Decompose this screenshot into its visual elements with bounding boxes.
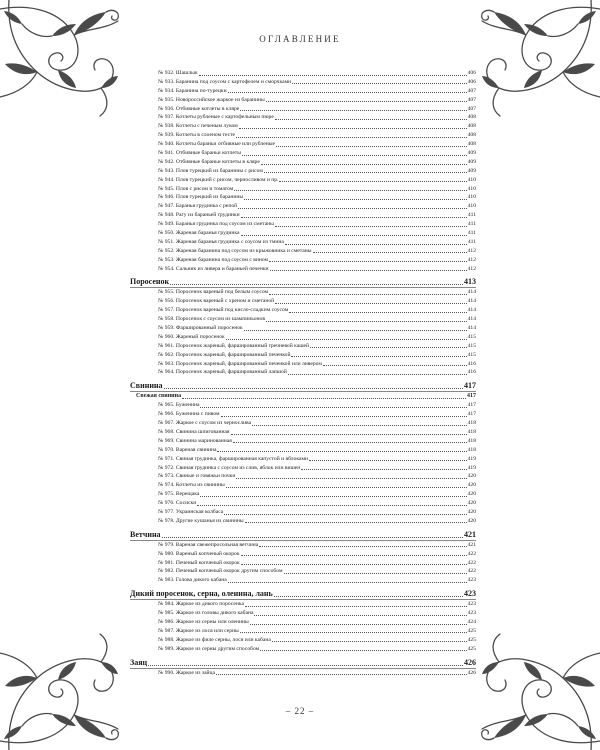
toc-entry-title: № 946. Плов турецкий из баранины (158, 194, 244, 201)
toc-section-heading-page: 423 (464, 590, 476, 599)
toc-entry-page: 422 (467, 550, 476, 557)
toc-entry-title: № 933. Баранина под соусом с картофелем и сморчками (158, 78, 292, 85)
toc-entry (130, 600, 476, 609)
toc-entry-title: № 981. Печеный копченый окорок (158, 559, 240, 566)
toc-entry-title: № 961. Поросенок жареный, фаршированный гречневой кашей (158, 342, 310, 349)
toc-entry-title: № 969. Свинина маринованная (158, 437, 232, 444)
toc-entry (130, 446, 476, 455)
dot-leader (221, 416, 467, 417)
toc-entry-title: № 935. Новороссийское жаркое из баранины (158, 96, 265, 103)
table-of-contents (130, 69, 476, 677)
dot-leader (148, 665, 463, 666)
toc-entry (130, 265, 476, 274)
toc-entry (130, 315, 476, 324)
toc-entry-page: 408 (467, 114, 476, 121)
toc-entry (130, 211, 476, 220)
toc-entry-title: № 987. Жаркое из лося или серны (158, 627, 239, 634)
dot-leader (241, 555, 467, 556)
toc-entry-title: № 957. Поросенок вареный под кисло-сладким соусом (158, 307, 289, 314)
toc-entry-title: № 956. Поросенок вареный с хреном и сметаной (158, 298, 275, 305)
toc-entry (130, 96, 476, 105)
toc-entry (130, 576, 476, 585)
dot-leader (276, 146, 467, 147)
toc-entry-title: № 942. Отбивные бараньи котлеты в кляре (158, 158, 260, 165)
toc-section-heading (130, 382, 476, 392)
toc-section-heading-title: Дикий поросенок, серна, оленина, лань (130, 590, 273, 599)
dot-leader (162, 537, 463, 538)
toc-entry (130, 229, 476, 238)
toc-entry-page: 409 (467, 158, 476, 165)
toc-entry (130, 517, 476, 526)
toc-entry-page: 409 (467, 167, 476, 174)
dot-leader (240, 110, 466, 111)
toc-section-heading (130, 278, 476, 288)
toc-entry-title: № 990. Жаркое из зайца (158, 669, 216, 676)
toc-entry-title: № 965. Буженина (158, 402, 200, 409)
toc-entry-page: 415 (467, 351, 476, 358)
toc-entry-title: № 988. Жаркое из филе серны, лося или кабана (158, 636, 271, 643)
corner-ornament-top-right (482, 0, 600, 116)
toc-entry-page: 416 (467, 369, 476, 376)
toc-entry-title: № 974. Котлеты из свинины (158, 482, 225, 489)
toc-entry-title: № 971. Свиная грудинка, фаршированная капустой и яблоками (158, 455, 309, 462)
toc-entry-title: № 963. Поросенок жареный, фаршированный печенкой или ливером (158, 360, 322, 367)
toc-entry-page: 420 (467, 508, 476, 515)
toc-entry-page: 407 (467, 96, 476, 103)
toc-section-heading (130, 531, 476, 541)
dot-leader (236, 478, 466, 479)
corner-ornament-bottom-right (482, 634, 600, 750)
toc-entry (130, 437, 476, 446)
dot-leader (238, 208, 466, 209)
toc-entry-title: № 972. Свиная грудинка с соусом из слив, яблок или вишен (158, 464, 301, 471)
toc-entry-title: № 966. Буженина с пивом (158, 411, 220, 418)
dot-leader (288, 374, 467, 375)
toc-entry-page: 407 (467, 87, 476, 94)
toc-entry (130, 627, 476, 636)
dot-leader (266, 101, 467, 102)
toc-entry (130, 220, 476, 229)
dot-leader (269, 261, 467, 262)
dot-leader (313, 252, 467, 253)
toc-subsection-heading-page: 417 (467, 393, 476, 400)
dot-leader (236, 137, 467, 138)
toc-entry-page: 421 (467, 541, 476, 548)
toc-entry-page: 410 (467, 176, 476, 183)
dot-leader (261, 164, 467, 165)
dot-leader (301, 469, 466, 470)
toc-entry-title: № 943. Плов турецкий из баранины с рисом (158, 167, 263, 174)
toc-entry (130, 636, 476, 645)
toc-entry-title: № 948. Рагу из бараньей грудинки (158, 212, 240, 219)
toc-entry-page: 420 (467, 473, 476, 480)
toc-entry-page: 424 (467, 618, 476, 625)
toc-entry-page: 415 (467, 342, 476, 349)
toc-entry-title: № 947. Баранья грудинка с репой (158, 203, 238, 210)
toc-entry (130, 122, 476, 131)
toc-entry (130, 508, 476, 517)
toc-entry-page: 412 (467, 265, 476, 272)
toc-entry-title: № 937. Котлеты рубленые с картофельным пюре (158, 114, 274, 121)
toc-entry-title: № 950. Жареная баранья грудинка (158, 230, 240, 237)
toc-entry (130, 69, 476, 78)
toc-entry-page: 414 (467, 307, 476, 314)
toc-entry-page: 423 (467, 601, 476, 608)
toc-entry-page: 420 (467, 500, 476, 507)
dot-leader (292, 83, 466, 84)
toc-entry (130, 360, 476, 369)
dot-leader (260, 650, 466, 651)
dot-leader (182, 398, 466, 399)
dot-leader (309, 460, 467, 461)
toc-entry-title: № 952. Жареная баранина под соусом из крыжовника и сметаны (158, 247, 312, 254)
toc-entry-page: 419 (467, 455, 476, 462)
toc-section-heading-title: Ветчина (130, 530, 161, 539)
toc-entry-page: 420 (467, 482, 476, 489)
dot-leader (200, 407, 466, 408)
page-header-title: ОГЛАВЛЕНИЕ (259, 34, 341, 44)
toc-entry-page: 418 (467, 428, 476, 435)
toc-entry-page: 419 (467, 464, 476, 471)
toc-entry (130, 351, 476, 360)
dot-leader (197, 505, 466, 506)
dot-leader (239, 128, 467, 129)
dot-leader (259, 546, 466, 547)
dot-leader (254, 615, 466, 616)
dot-leader (170, 284, 463, 285)
toc-entry (130, 464, 476, 473)
dot-leader (241, 235, 467, 236)
toc-entry-title: № 980. Вареный копченый окорок (158, 550, 240, 557)
toc-entry (130, 559, 476, 568)
toc-entry-page: 418 (467, 420, 476, 427)
toc-entry-page: 408 (467, 141, 476, 148)
toc-entry-title: № 958. Поросенок с соусом из шампиньонов (158, 316, 265, 323)
dot-leader (275, 226, 467, 227)
toc-entry-page: 414 (467, 316, 476, 323)
toc-entry-title: № 982. Печеный копченый окорок другим способом (158, 568, 283, 575)
toc-entry (130, 158, 476, 167)
toc-entry-page: 410 (467, 203, 476, 210)
toc-section-heading-title: Поросенок (130, 278, 170, 287)
dot-leader (285, 244, 467, 245)
toc-entry-page: 420 (467, 517, 476, 524)
toc-section-heading (130, 590, 476, 600)
toc-entry-title: № 953. Жареная баранина под соусом с вином (158, 256, 269, 263)
corner-ornament-top-left (0, 0, 118, 116)
toc-entry-title: № 939. Котлеты в слоеном тесте (158, 132, 236, 139)
toc-entry (130, 541, 476, 550)
dot-leader (234, 190, 466, 191)
toc-entry-page: 414 (467, 289, 476, 296)
toc-entry-title: № 977. Украинская колбаса (158, 508, 224, 515)
toc-entry-page: 410 (467, 194, 476, 201)
toc-entry (130, 481, 476, 490)
toc-entry-title: № 978. Другие кушанья из свинины (158, 517, 244, 524)
toc-entry (130, 167, 476, 176)
toc-entry-page: 422 (467, 568, 476, 575)
toc-entry-page: 411 (467, 230, 476, 237)
toc-entry-title: № 934. Баранина по-турецки (158, 87, 227, 94)
toc-entry (130, 618, 476, 627)
corner-ornament-bottom-left (0, 634, 118, 750)
dot-leader (241, 564, 467, 565)
dot-leader (266, 321, 467, 322)
toc-entry (130, 297, 476, 306)
toc-entry-page: 408 (467, 123, 476, 130)
toc-entry-page: 412 (467, 247, 476, 254)
toc-entry-page: 415 (467, 333, 476, 340)
toc-entry-page: 416 (467, 360, 476, 367)
dot-leader (291, 356, 466, 357)
dot-leader (264, 172, 467, 173)
toc-section-heading-title: Свинина (130, 382, 163, 391)
dot-leader (199, 75, 467, 76)
toc-entry (130, 428, 476, 437)
toc-entry (130, 669, 476, 678)
page-number: – 22 – (285, 706, 315, 716)
toc-entry (130, 324, 476, 333)
toc-entry-title: № 986. Жаркое из серны или оленины (158, 618, 249, 625)
dot-leader (231, 434, 467, 435)
toc-entry-page: 418 (467, 437, 476, 444)
toc-entry-page: 406 (467, 69, 476, 76)
toc-entry-page: 425 (467, 636, 476, 643)
toc-entry-page: 406 (467, 78, 476, 85)
toc-entry-page: 418 (467, 446, 476, 453)
toc-entry-page: 423 (467, 577, 476, 584)
toc-entry-title: № 970. Вареная свинина (158, 446, 217, 453)
toc-entry-title: № 983. Голова дикого кабана (158, 577, 227, 584)
dot-leader (226, 339, 467, 340)
toc-entry-title: № 932. Шашлык (158, 69, 198, 76)
toc-entry-title: № 989. Жаркое из серны другим способом (158, 645, 260, 652)
dot-leader (244, 199, 467, 200)
toc-entry-title: № 959. Фаршированный поросенок (158, 325, 243, 332)
dot-leader (274, 596, 463, 597)
dot-leader (323, 365, 467, 366)
toc-entry-title: № 984. Жаркое из дикого поросенка (158, 601, 244, 608)
dot-leader (242, 155, 467, 156)
toc-subsection-heading (130, 392, 476, 401)
toc-entry-page: 420 (467, 491, 476, 498)
toc-entry-title: № 945. Плов с рисом и томатом (158, 185, 234, 192)
dot-leader (245, 606, 467, 607)
toc-entry (130, 369, 476, 378)
toc-entry-title: № 962. Поросенок жареный, фаршированный печенкой (158, 351, 291, 358)
toc-entry-page: 422 (467, 559, 476, 566)
dot-leader (245, 522, 467, 523)
toc-entry-page: 409 (467, 150, 476, 156)
toc-entry (130, 113, 476, 122)
toc-entry-title: № 967. Жаркое с соусом из чернослива (158, 420, 252, 427)
toc-entry (130, 247, 476, 256)
toc-entry-page: 426 (467, 669, 476, 676)
toc-entry (130, 490, 476, 499)
toc-entry (130, 401, 476, 410)
toc-entry (130, 87, 476, 96)
toc-entry (130, 342, 476, 351)
dot-leader (269, 294, 467, 295)
toc-entry (130, 131, 476, 140)
toc-entry-title: № 954. Сальник из ливера и бараньей печенки (158, 265, 269, 272)
toc-entry (130, 455, 476, 464)
dot-leader (272, 641, 467, 642)
toc-entry (130, 609, 476, 618)
dot-leader (270, 270, 467, 271)
toc-entry-title: № 944. Плов турецкий с рисом, черносливом и пр. (158, 176, 279, 183)
toc-entry-title: № 960. Жареный поросенок (158, 333, 225, 340)
toc-section-heading (130, 659, 476, 669)
toc-entry-page: 411 (467, 212, 476, 219)
dot-leader (216, 674, 467, 675)
toc-entry (130, 105, 476, 114)
toc-section-heading-page: 421 (464, 530, 476, 539)
toc-section-heading-page: 426 (464, 658, 476, 667)
toc-entry-page: 408 (467, 132, 476, 139)
toc-entry-title: № 955. Поросенок вареный под белым соусом (158, 289, 269, 296)
dot-leader (289, 312, 466, 313)
dot-leader (241, 217, 467, 218)
toc-entry-page: 410 (467, 185, 476, 192)
toc-entry-page: 417 (467, 402, 476, 409)
toc-entry (130, 333, 476, 342)
toc-entry (130, 410, 476, 419)
toc-entry (130, 149, 476, 158)
toc-entry (130, 419, 476, 428)
dot-leader (164, 388, 463, 389)
dot-leader (226, 487, 467, 488)
dot-leader (233, 442, 467, 443)
toc-entry-page: 407 (467, 105, 476, 112)
toc-entry (130, 550, 476, 559)
toc-entry-page: 425 (467, 627, 476, 634)
toc-section-heading-page: 413 (464, 278, 476, 287)
toc-subsection-heading-title: Свежая свинина (136, 393, 182, 400)
toc-entry-title: № 949. Баранья грудинка под соусом из сметаны (158, 221, 274, 228)
toc-entry (130, 306, 476, 315)
toc-entry (130, 185, 476, 194)
toc-entry-page: 411 (467, 238, 476, 245)
toc-entry-title: № 979. Вареная свежепросольная ветчина (158, 541, 259, 548)
dot-leader (240, 632, 467, 633)
toc-entry (130, 78, 476, 87)
toc-entry-title: № 976. Сосиски (158, 500, 197, 507)
toc-entry (130, 288, 476, 297)
toc-entry-page: 411 (467, 221, 476, 228)
toc-entry-title: № 964. Поросенок жареный, фаршированный лапшой (158, 369, 287, 376)
dot-leader (284, 573, 467, 574)
toc-section-heading-page: 417 (464, 382, 476, 391)
dot-leader (228, 582, 467, 583)
dot-leader (200, 496, 466, 497)
toc-entry (130, 499, 476, 508)
toc-entry (130, 202, 476, 211)
toc-entry-title: № 973. Свиные и говяжьи почки (158, 473, 236, 480)
toc-entry (130, 645, 476, 654)
dot-leader (310, 347, 467, 348)
toc-entry (130, 238, 476, 247)
toc-entry-title: № 940. Котлеты бараньи отбивные или рубленые (158, 141, 275, 148)
dot-leader (275, 119, 467, 120)
toc-entry-title: № 936. Отбивные котлеты в кляре (158, 105, 240, 112)
dot-leader (244, 330, 467, 331)
toc-entry (130, 567, 476, 576)
dot-leader (279, 181, 466, 182)
toc-entry-title: № 938. Котлеты с печеным луком (158, 123, 238, 130)
toc-entry (130, 193, 476, 202)
dot-leader (275, 303, 466, 304)
toc-entry-title: № 951. Жареная баранья грудинка с соусом из тмина (158, 238, 284, 245)
dot-leader (250, 624, 467, 625)
toc-entry-page: 417 (467, 411, 476, 418)
toc-section-heading-title: Заяц (130, 658, 148, 667)
toc-entry (130, 176, 476, 185)
toc-entry-page: 414 (467, 298, 476, 305)
toc-entry (130, 140, 476, 149)
dot-leader (224, 514, 466, 515)
toc-entry-title: № 968. Свинина шпигованная (158, 428, 230, 435)
toc-entry-title: № 975. Верещака (158, 491, 200, 498)
dot-leader (217, 451, 466, 452)
toc-entry-page: 412 (467, 256, 476, 263)
dot-leader (252, 425, 467, 426)
dot-leader (228, 92, 467, 93)
toc-entry-page: 414 (467, 325, 476, 332)
toc-entry-title: № 941. Отбивные бараньи котлеты (158, 150, 242, 156)
toc-entry (130, 472, 476, 481)
toc-entry (130, 256, 476, 265)
toc-entry-title: № 985. Жаркое из головы дикого кабана (158, 610, 254, 617)
toc-entry-page: 423 (467, 610, 476, 617)
toc-entry-page: 425 (467, 645, 476, 652)
